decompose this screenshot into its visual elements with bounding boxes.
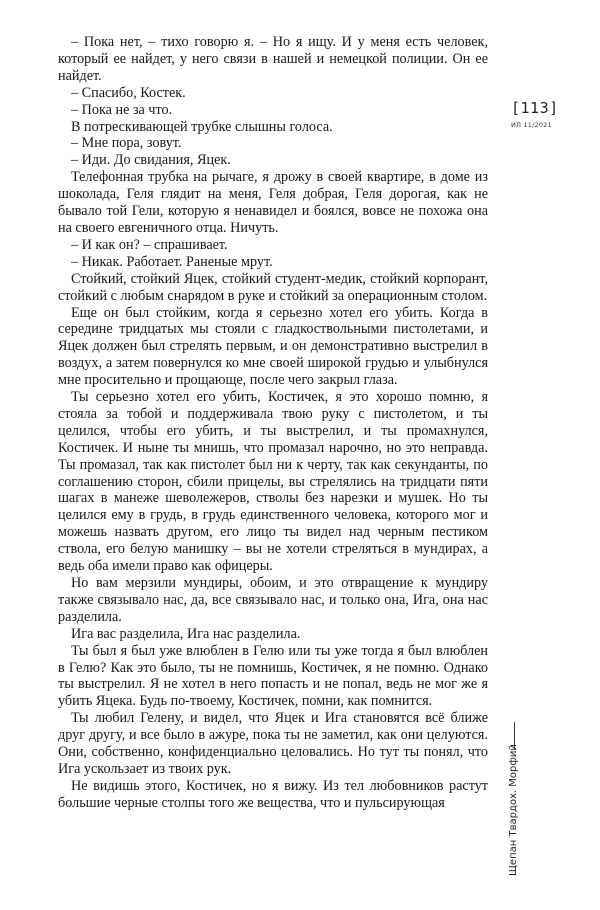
main-text bbox=[58, 34, 488, 812]
paragraph: Ты любил Гелену, и видел, что Яцек и Ига становятся всё ближе друг другу, и все было в ажуре, пока ты не заметил, как они целуются. Они, собственно, конфиденциально целовались. Но тут ты понял, что Ига ускользает из твоих рук. bbox=[58, 710, 488, 777]
paragraph: Но вам мерзили мундиры, обоим, и это отвращение к мундиру также связывало нас, да, все связывало нас, и только она, Ига, она нас разделила. bbox=[58, 575, 488, 625]
paragraph: – Спасибо, Костек. bbox=[71, 84, 186, 101]
paragraph: Телефонная трубка на рычаге, я дрожу в своей квартире, в доме из шоколада, Геля глядит на меня, Геля добрая, Геля дорогая, как не бывало той Гели, которую я ненавидел и боялся, вовсе не похожа она на своего евгеничного отца. Ничуть. bbox=[58, 169, 488, 236]
paragraph: – Пока не за что. bbox=[71, 101, 173, 118]
paragraph: – И как он? – спрашивает. bbox=[71, 236, 228, 253]
paragraph: – Мне пора, зовут. bbox=[71, 135, 182, 152]
page-number: [113] bbox=[511, 99, 559, 117]
paragraph: Еще он был стойким, когда я серьезно хотел его убить. Когда в середине тридцатых мы стояли с гладкоствольными пистолетами, и Яцек должен был стрелять первым, и он демонстративно выстрелил в воздух, а затем повернулся ко мне своей широкой грудью и улыбнулся мне просительно и прощающе, после чего закрыл глаза. bbox=[58, 304, 488, 389]
paragraph: Ты был я был уже влюблен в Гелю или ты уже тогда я был влюблен в Гелю? Как это было, ты не помнишь, Костичек, я не помню. Однако ты выстрелил. Я не хотел в него попасть и не попал, ведь не мог же я убить Яцека. Будь по-твоему, Костичек, помни, как помнится. bbox=[58, 642, 488, 710]
paragraph: Не видишь этого, Костичек, но я вижу. Из тел любовников растут большие черные столпы того же вещества, что и пульсирующая bbox=[58, 777, 488, 811]
paragraph: Стойкий, стойкий Яцек, стойкий студент-медик, стойкий корпорант, стойкий с любым снарядом в руке и стойкий за операционным столом. bbox=[58, 270, 488, 304]
paragraph: В потрескивающей трубке слышны голоса. bbox=[71, 118, 333, 135]
paragraph: – Иди. До свидания, Яцек. bbox=[71, 152, 231, 169]
running-title: Щепан Твардох. Морфий bbox=[508, 744, 519, 876]
paragraph: – Пока нет, – тихо говорю я. – Но я ищу. И у меня есть человек, который ее найдет, у него связи в нашей и немецкой полиции. Он ее найдет. bbox=[58, 34, 488, 84]
paragraph: Ига вас разделила, Ига нас разделила. bbox=[71, 625, 301, 642]
paragraph: Ты серьезно хотел его убить, Костичек, я это хорошо помню, я стояла за тобой и поддерживала твою руку с пистолетом, и ты целился, чтобы его убить, и ты выстрелил, и ты промахнулся, Костичек. И ныне ты мнишь, что промазал нарочно, но это неправда. Ты промазал, так как пистолет был ни к черту, так как секунданты, по соглашению сторон, сбили прицелы, вы стрелялись на тридцати пяти шагах в манеже шеволежеров, стволы без нарезки и мушек. Но ты целился ему в грудь, в грудь единственного человека, которого мог и можешь назвать другом, его лицо ты видел над черным пестиком ствола, его белую манишку – вы не хотели стреляться в мундирах, а ведь оба имели право как офицеры. bbox=[58, 389, 488, 575]
paragraph: – Никак. Работает. Раненые мрут. bbox=[71, 253, 273, 270]
issue-label: ИЛ 11/2021 bbox=[511, 121, 552, 129]
